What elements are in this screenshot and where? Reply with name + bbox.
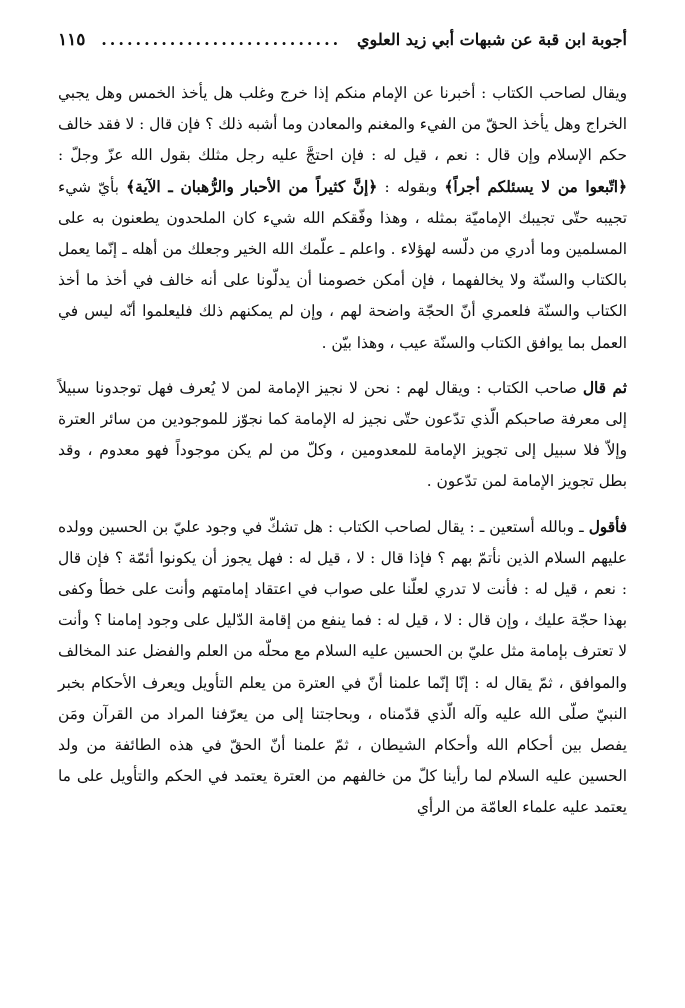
paragraph-2 (58, 373, 627, 498)
leader-dots: ............................ (101, 30, 342, 49)
paragraph-1-text: بأيّ شيء تجيبه حتّى تجيبك الإماميّة بمثله ، وهذا وفّقكم الله شيء كان الملحدون يطعنون به على المسلمين وما أدري من دلّسه لهؤلاء . واعلم ـ علّمك الله الخير وجعلك من أهله ـ إنّما يعمل بالكتاب والسنّة ولا يخالفهما ، فإن أمكن خصومنا أن يدلّونا على أنه خالف في أخذ ما أخذ الكتاب والسنّة فلعمري أنّ الحجّة واضحة لهم ، وإن لم يمكنهم ذلك فليعلموا أنّه ليس في العمل بما يوافق الكتاب والسنّة عيب ، وهذا بيّن . (58, 177, 627, 352)
paragraph-3-text: ـ وبالله أستعين ـ : يقال لصاحب الكتاب : هل تشكّ في وجود عليّ بن الحسين وولده عليهم السلام الذين نأتمّ بهم ؟ فإذا قال : لا ، قيل له : فهل يجوز أن يكونوا أئمّة ؟ فإن قال : نعم ، قيل له : فأنت لا تدري لعلّنا على صواب في اعتقاد إمامتهم وأنت على خطأ وكفى بهذا حجّة عليك ، وإن قال : لا ، قيل له : فما ينفع من إقامة الدّليل على وجود إمامنا ؟ وأنت لا تعترف بإمامة مثل عليّ بن الحسين عليه السلام مع محلّه من العلم والفضل عند المخالف والموافق ، ثمّ يقال له : إنّا إنّما علمنا أنّ في العترة من يعلم التأويل ويعرف الأحكام بخبر النبيّ صلّى الله عليه وآله الّذي قدّمناه ، وبحاجتنا إلى من يعرّفنا المراد من القرآن ومَن يفصل بين أحكام الله وأحكام الشيطان ، ثمّ علمنا أنّ الحقّ في هذه الطائفة من ولد الحسين عليه السلام لما رأينا كلّ من خالفهم من العترة يعتمد في الحكم والتأويل على ما يعتمد عليه علماء العامّة من الرأي (58, 517, 627, 817)
paragraph-1 (58, 78, 627, 359)
paragraph-3 (58, 512, 627, 824)
page-number: ١١٥ (58, 30, 86, 50)
running-title: أجوبة ابن قبة عن شبهات أبي زيد العلوي (357, 30, 627, 49)
paragraph-1-text: وبقوله : (377, 177, 445, 196)
running-header (58, 30, 627, 58)
paragraph-lead: ثم قال (582, 378, 627, 397)
quran-quote: ﴿اتّبعوا من لا يسئلكم أجراً﴾ (444, 177, 627, 196)
paragraph-1-text: ويقال لصاحب الكتاب : أخبرنا عن الإمام منكم إذا خرج وغلب هل يأخذ الخمس وهل يجبي الخراج وهل يأخذ الحقّ من الفيء والمغنم والمعادن وما أشبه ذلك ؟ فإن قال : لا فقد خالف حكم الإسلام وإن قال : نعم ، قيل له : فإن احتجَّ عليه رجل مثلك بقول الله عزّ وجلّ : (58, 84, 627, 165)
paragraph-2-text: صاحب الكتاب : ويقال لهم : نحن لا نجيز الإمامة لمن لا يُعرف فهل توجدونا سبيلاً إلى معرفة صاحبكم الّذي تدّعون حتّى نجيز له الإمامة كما نجوّز للموجودين من سائر العترة وإلاّ فلا سبيل إلى تجويز الإمامة للمعدومين ، وكلّ من لم يكن موجوداً فهو معدوم ، وقد بطل تجويز الإمامة لمن تدّعون . (58, 378, 627, 491)
paragraph-lead: فأقول (588, 517, 627, 536)
quran-quote: ﴿إنَّ كثيراً من الأحبار والرُّهبان ـ الآية﴾ (126, 177, 378, 196)
